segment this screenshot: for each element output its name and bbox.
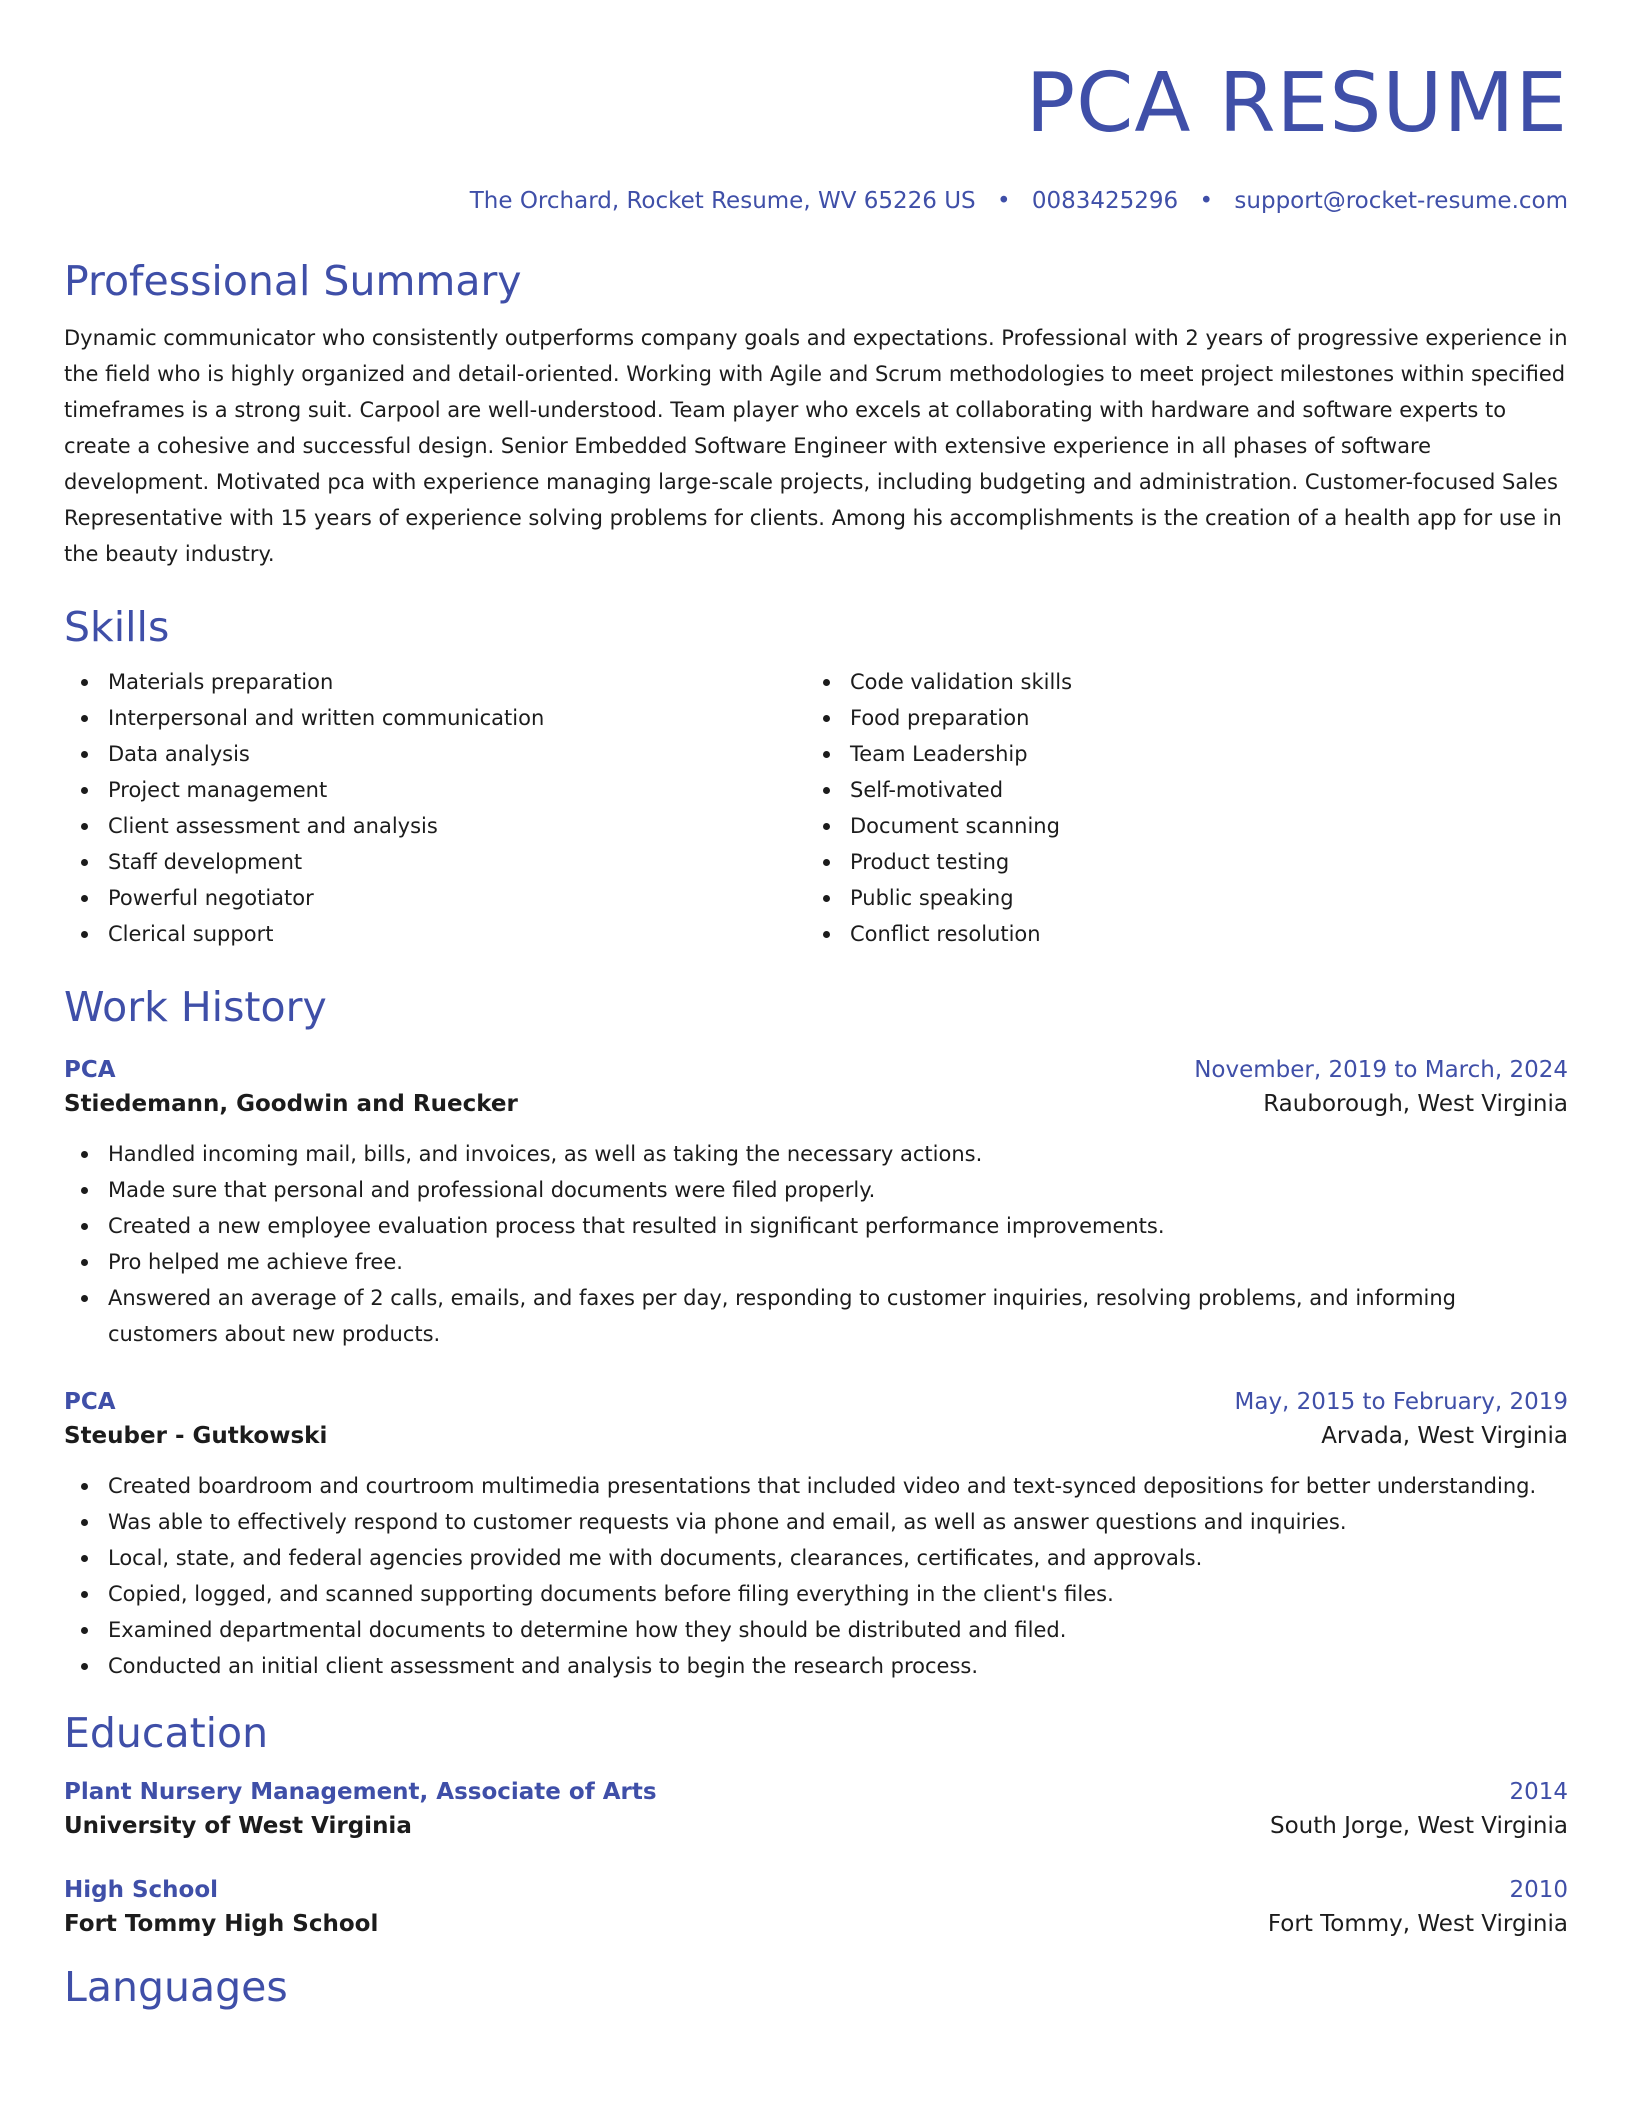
skill-item: Client assessment and analysis (64, 808, 806, 844)
resume-page (64, 0, 1568, 2012)
job-dates: May, 2015 to February, 2019 (1234, 1389, 1568, 1415)
skills-column-left (64, 664, 806, 952)
skill-item: Clerical support (64, 916, 806, 952)
education-year: 2014 (1509, 1779, 1568, 1805)
job-bullet: Answered an average of 2 calls, emails, and faxes per day, responding to customer inquiries, resolving problems, and informing customers about new products. (64, 1280, 1568, 1352)
education-entry (64, 1874, 1568, 1942)
skill-item: Document scanning (806, 808, 1548, 844)
skill-item: Code validation skills (806, 664, 1548, 700)
job-location: Rauborough, West Virginia (1263, 1091, 1568, 1117)
job-company: Steuber - Gutkowski (64, 1423, 328, 1449)
job-bullet: Handled incoming mail, bills, and invoices, as well as taking the necessary actions. (64, 1136, 1568, 1172)
contact-address: The Orchard, Rocket Resume, WV 65226 US (469, 188, 976, 214)
job-title: PCA (64, 1389, 116, 1415)
contact-email: support@rocket-resume.com (1234, 188, 1568, 214)
job-location: Arvada, West Virginia (1321, 1423, 1568, 1449)
summary-text: Dynamic communicator who consistently outperforms company goals and expectations. Professional with 2 years of progressive experience in the field who is highly organized and detail-oriented. Working with Agile and Scrum methodologies to meet project milestones within specified timeframes is a strong suit. Carpool are well-understood. Team player who excels at collaborating with hardware and software experts to create a cohesive and successful design. Senior Embedded Software Engineer with extensive experience in all phases of software development. Motivated pca with experience managing large-scale projects, including budgeting and administration. Customer-focused Sales Representative with 15 years of experience solving problems for clients. Among his accomplishments is the creation of a health app for use in the beauty industry. (64, 326, 1568, 566)
education-location: South Jorge, West Virginia (1269, 1813, 1568, 1839)
skill-item: Team Leadership (806, 736, 1548, 772)
education-entry (64, 1776, 1568, 1844)
skills-column-right (806, 664, 1548, 952)
contact-separator: • (996, 188, 1011, 214)
summary-title: Professional Summary (64, 257, 522, 305)
job-bullet: Made sure that personal and professional documents were filed properly. (64, 1172, 1568, 1208)
skill-item: Public speaking (806, 880, 1548, 916)
languages-title: Languages (64, 1963, 288, 2011)
skill-item: Materials preparation (64, 664, 806, 700)
education-year: 2010 (1509, 1877, 1568, 1903)
resume-header (64, 0, 1568, 216)
education-section (64, 1708, 1568, 1942)
job-bullet: Local, state, and federal agencies provided me with documents, clearances, certificates, and approvals. (64, 1540, 1568, 1576)
job-bullet: Copied, logged, and scanned supporting documents before filing everything in the client's files. (64, 1576, 1568, 1612)
skill-item: Project management (64, 772, 806, 808)
contact-phone: 0083425296 (1031, 188, 1179, 214)
work-history-title: Work History (64, 983, 327, 1031)
job-company: Stiedemann, Goodwin and Ruecker (64, 1091, 518, 1117)
job-entry (64, 1386, 1568, 1684)
education-location: Fort Tommy, West Virginia (1267, 1911, 1568, 1937)
job-title: PCA (64, 1057, 116, 1083)
contact-line (64, 186, 1568, 216)
summary-section (64, 256, 1568, 572)
skill-item: Interpersonal and written communication (64, 700, 806, 736)
education-school: University of West Virginia (64, 1813, 412, 1839)
skills-title: Skills (64, 603, 170, 651)
skill-item: Data analysis (64, 736, 806, 772)
job-bullet: Pro helped me achieve free. (64, 1244, 1568, 1280)
resume-name: PCA RESUME (1025, 56, 1568, 151)
languages-section (64, 1962, 1568, 2012)
education-title: Education (64, 1709, 269, 1757)
job-bullet: Conducted an initial client assessment and analysis to begin the research process. (64, 1648, 1568, 1684)
job-bullet: Created boardroom and courtroom multimedia presentations that included video and text-synced depositions for better understanding. (64, 1468, 1568, 1504)
skill-item: Powerful negotiator (64, 880, 806, 916)
contact-separator: • (1199, 188, 1214, 214)
education-school: Fort Tommy High School (64, 1911, 379, 1937)
skill-item: Product testing (806, 844, 1548, 880)
skill-item: Food preparation (806, 700, 1548, 736)
skills-grid (64, 664, 1568, 952)
skill-item: Self-motivated (806, 772, 1548, 808)
skills-section (64, 602, 1568, 952)
education-degree: High School (64, 1877, 219, 1903)
skill-item: Conflict resolution (806, 916, 1548, 952)
job-bullet: Was able to effectively respond to customer requests via phone and email, as well as answer questions and inquiries. (64, 1504, 1568, 1540)
job-dates: November, 2019 to March, 2024 (1194, 1057, 1568, 1083)
job-bullet: Examined departmental documents to determine how they should be distributed and filed. (64, 1612, 1568, 1648)
education-degree: Plant Nursery Management, Associate of Arts (64, 1779, 657, 1805)
job-bullet: Created a new employee evaluation process that resulted in significant performance improvements. (64, 1208, 1568, 1244)
job-entry (64, 1054, 1568, 1352)
skill-item: Staff development (64, 844, 806, 880)
work-history-section (64, 982, 1568, 1684)
